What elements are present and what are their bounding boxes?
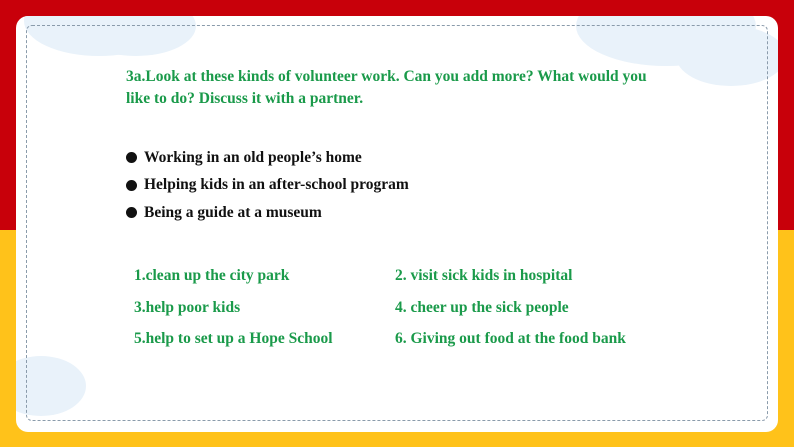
list-item-label: Being a guide at a museum bbox=[144, 203, 322, 221]
bullet-dot-icon bbox=[126, 152, 137, 163]
idea-item: 1.clean up the city park bbox=[134, 267, 290, 284]
list-item-label: Working in an old people’s home bbox=[144, 148, 362, 166]
list-item bbox=[126, 199, 409, 227]
idea-item: 3.help poor kids bbox=[134, 298, 241, 316]
more-ideas-list bbox=[134, 260, 694, 355]
bullet-dot-icon bbox=[126, 180, 137, 191]
list-item bbox=[126, 172, 409, 200]
idea-item: 4. cheer up the sick people bbox=[395, 298, 569, 316]
slide-card bbox=[16, 16, 778, 432]
instruction-text: 3a.Look at these kinds of volunteer work. Can you add more? What would you like to do? Discuss it with a partner. bbox=[126, 68, 647, 107]
list-item-label: Helping kids in an after-school program bbox=[144, 176, 409, 194]
idea-item: 5.help to set up a Hope School bbox=[134, 330, 333, 347]
idea-item: 6. Giving out food at the food bank bbox=[395, 330, 626, 347]
idea-item: 2. visit sick kids in hospital bbox=[395, 267, 573, 284]
bullet-dot-icon bbox=[126, 207, 137, 218]
volunteer-work-list bbox=[126, 144, 409, 227]
list-item bbox=[126, 144, 409, 172]
